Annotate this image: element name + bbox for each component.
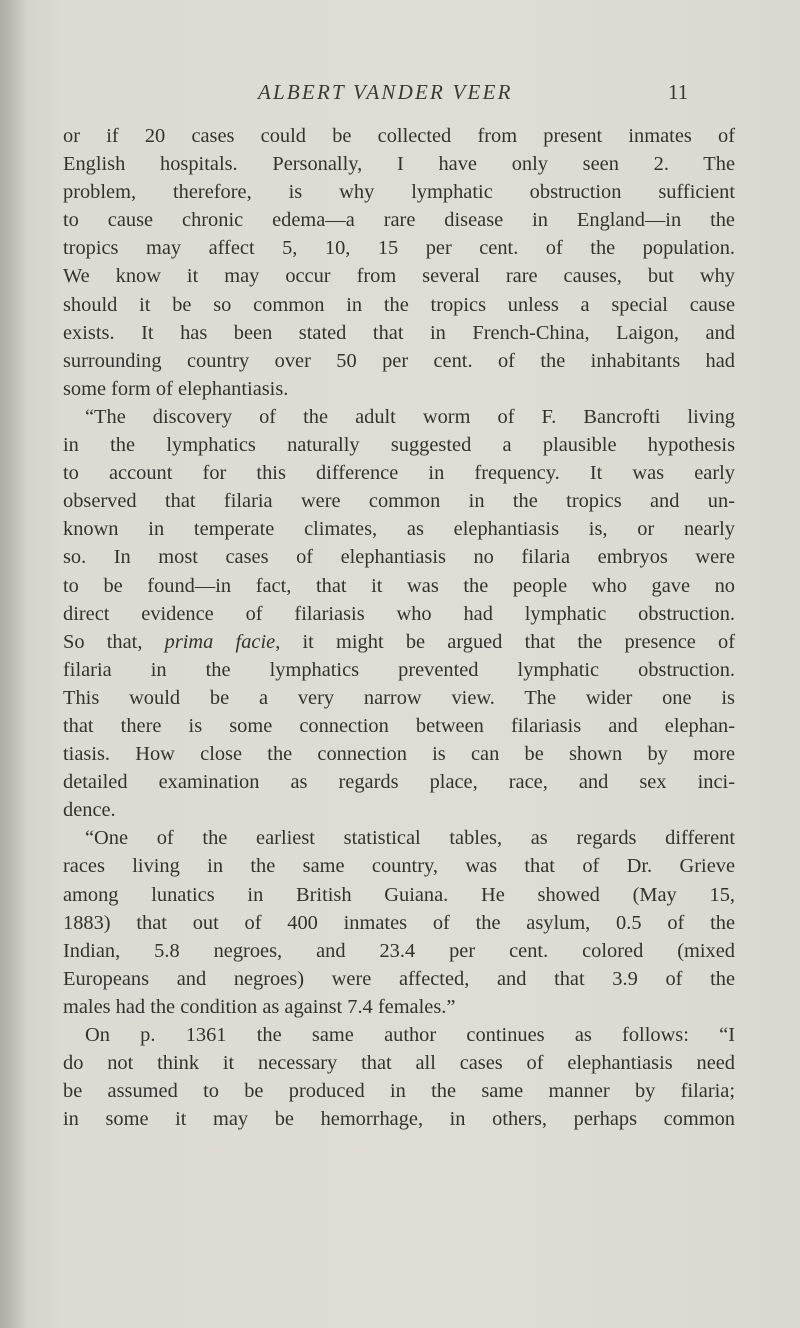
text-segment: , it might be argued that the presence of [275,630,735,653]
text-line: dence. [63,799,116,822]
text-line: problem, therefore, is why lymphatic obstruction sufficient [63,181,735,204]
text-line: do not think it necessary that all cases of elephantiasis need [63,1052,735,1075]
text-line: observed that filaria were common in the tropics and un- [63,490,735,513]
text-line: to account for this difference in frequency. It was early [63,462,735,485]
page-gutter-shadow [0,0,28,1328]
text-line: be assumed to be produced in the same manner by filaria; [63,1080,735,1103]
text-line: in some it may be hemorrhage, in others, perhaps common [63,1108,735,1131]
text-line: surrounding country over 50 per cent. of the inhabitants had [63,349,735,372]
text-line: Europeans and negroes) were affected, and that 3.9 of the [63,967,735,990]
body-text [63,122,735,1133]
italic-phrase: prima facie [164,630,276,653]
text-line: that there is some connection between filariasis and elephan- [63,714,735,737]
text-line: males had the condition as against 7.4 females.” [63,995,456,1018]
text-line: to be found—in fact, that it was the people who gave no [63,574,735,597]
page-number: 11 [668,80,689,104]
text-line: in the lymphatics naturally suggested a plausible hypothesis [63,434,735,457]
text-line: some form of elephantiasis. [63,377,289,400]
text-segment: So that, [63,630,165,653]
text-line: This would be a very narrow view. The wider one is [63,686,735,709]
running-head [0,80,800,110]
text-line: so. In most cases of elephantiasis no filaria embryos were [63,546,735,569]
text-line: “One of the earliest statistical tables, as regards different [85,827,735,850]
text-line: exists. It has been stated that in French-China, Laigon, and [63,321,735,344]
text-line: tropics may affect 5, 10, 15 per cent. of the population. [63,237,735,260]
running-title: ALBERT VANDER VEER [258,80,513,104]
text-line: 1883) that out of 400 inmates of the asylum, 0.5 of the [63,911,735,934]
text-line: direct evidence of filariasis who had lymphatic obstruction. [63,602,735,625]
text-line: filaria in the lymphatics prevented lymphatic obstruction. [63,658,735,681]
text-line: “The discovery of the adult worm of F. Bancrofti living [85,405,735,428]
text-line: among lunatics in British Guiana. He showed (May 15, [63,883,735,906]
text-line: or if 20 cases could be collected from present inmates of [63,125,735,147]
text-line-mixed [63,628,735,656]
text-line: known in temperate climates, as elephantiasis is, or nearly [63,518,735,541]
text-line: to cause chronic edema—a rare disease in England—in the [63,209,735,232]
text-line: tiasis. How close the connection is can be shown by more [63,743,735,766]
text-line: We know it may occur from several rare causes, but why [63,265,735,288]
text-line: detailed examination as regards place, race, and sex inci- [63,771,735,794]
text-line: On p. 1361 the same author continues as follows: “I [85,1024,735,1046]
text-line: Indian, 5.8 negroes, and 23.4 per cent. colored (mixed [63,939,735,962]
text-line: should it be so common in the tropics unless a special cause [63,293,735,316]
text-line: English hospitals. Personally, I have only seen 2. The [63,153,735,176]
text-line: races living in the same country, was that of Dr. Grieve [63,855,735,878]
